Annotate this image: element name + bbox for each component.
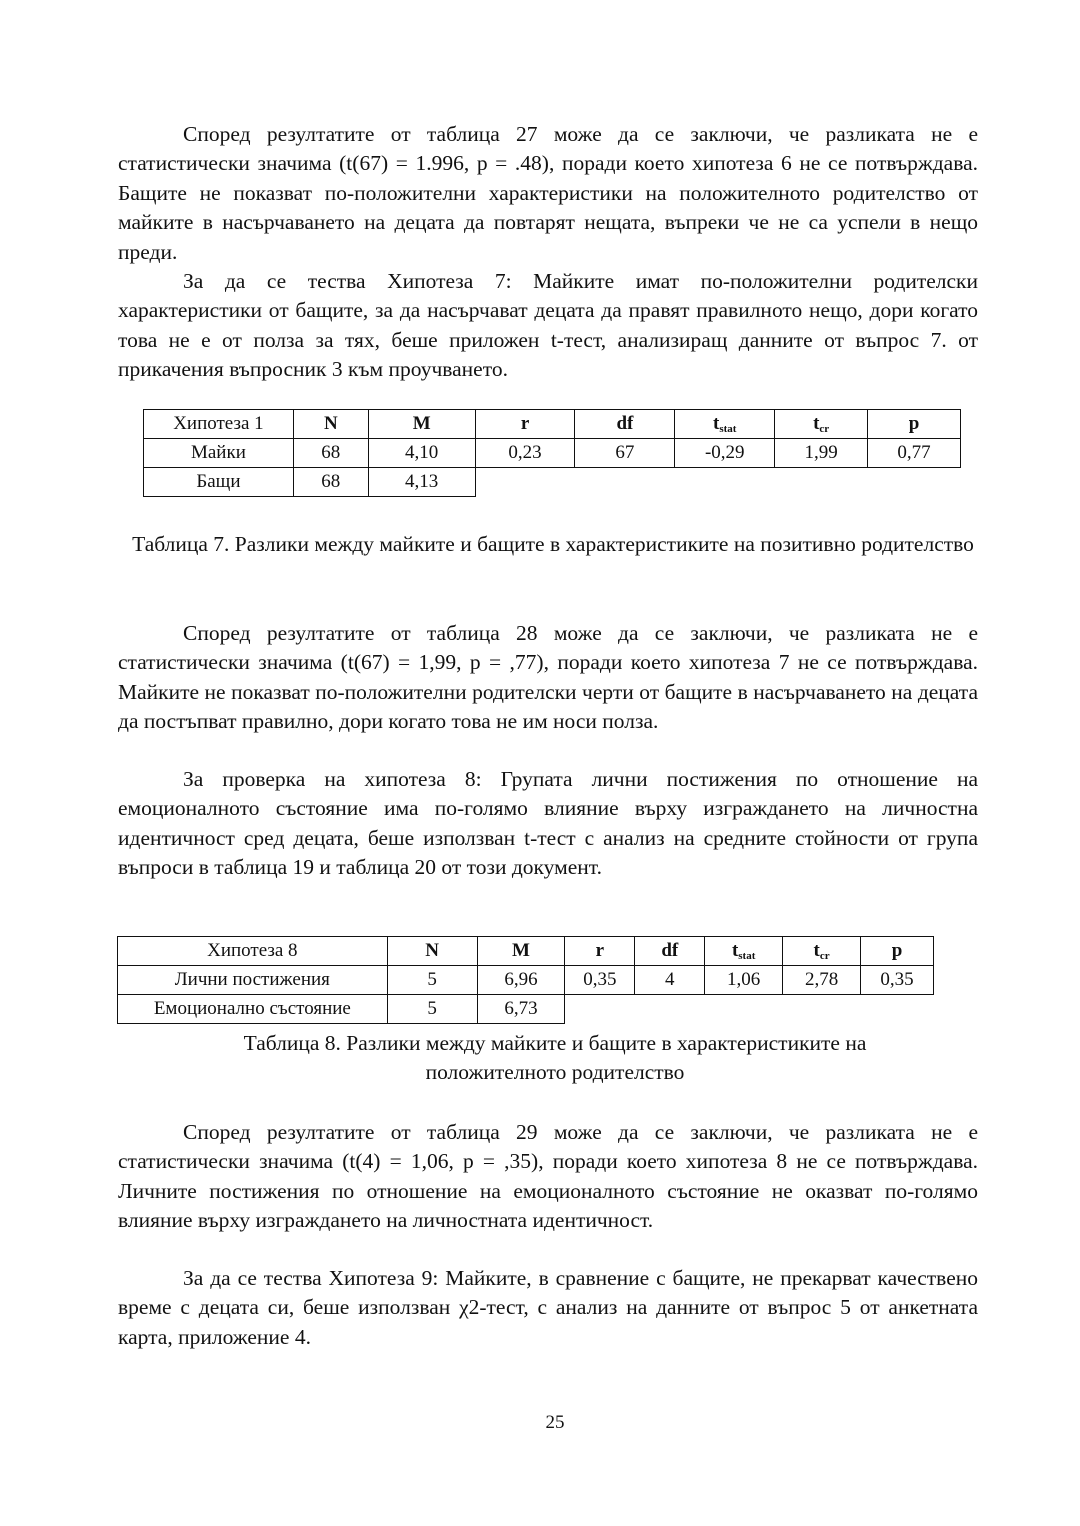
table-7-caption: Таблица 7. Разлики между майките и бащите в характеристиките на позитивно родителство bbox=[132, 532, 974, 556]
table-row bbox=[144, 468, 961, 497]
cell-df: 67 bbox=[575, 439, 675, 468]
header-p: p bbox=[861, 937, 934, 966]
header-r: r bbox=[565, 937, 635, 966]
table-8-caption: Таблица 8. Разлики между майките и бащите в характеристиките на положителното родителство bbox=[243, 1031, 867, 1085]
paragraph-6: За да се тества Хипотеза 9: Майките, в сравнение с бащите, не прекарват качествено време с децата си, беше използван χ2-тест, с анализ на данните от въпрос 5 от анкетната карта, приложение 4. bbox=[118, 1266, 978, 1349]
header-tstat: $t_{stat}$ bbox=[705, 937, 783, 966]
header-n: N bbox=[293, 410, 368, 439]
row-label: Майки bbox=[144, 439, 294, 468]
table-row bbox=[118, 966, 934, 995]
table-header-row bbox=[144, 410, 961, 439]
table-header-row bbox=[118, 937, 934, 966]
header-tcr: $t_{cr}$ bbox=[783, 937, 861, 966]
header-p: p bbox=[868, 410, 961, 439]
cell-p: 0,35 bbox=[861, 966, 934, 995]
cell-m: 4,13 bbox=[368, 468, 475, 497]
paragraph-2: За да се тества Хипотеза 7: Майките имат по-положителни родителски характеристики от бащите, за да насърчават децата да правят правилното нещо, дори когато това не е от полза за тях, беше приложен t-тест, анализиращ данните от въпрос 7. от прикачения въпросник 3 към проучването. bbox=[118, 269, 978, 382]
cell-df: 4 bbox=[635, 966, 705, 995]
cell-r: 0,23 bbox=[475, 439, 575, 468]
header-tstat: $t_{stat}$ bbox=[675, 410, 775, 439]
cell-p: 0,77 bbox=[868, 439, 961, 468]
cell-n: 68 bbox=[293, 439, 368, 468]
paragraph-4: За проверка на хипотеза 8: Групата лични постижения по отношение на емоционалното състояние има по-голямо влияние върху изграждането на личностна идентичност сред децата, беше използван t-тест с анализ на средните стойности от група въпроси в таблица 19 и таблица 20 от този документ. bbox=[118, 767, 978, 880]
header-hypothesis: Хипотеза 8 bbox=[118, 937, 388, 966]
paragraph-5: Според резултатите от таблица 29 може да се заключи, че разликата не е статистически значима (t(4) = 1,06, p = ,35), поради което хипотеза 8 не се потвърждава. Личните постижения по отношение на емоционалното състояние не оказват по-голямо влияние върху изграждането на личностната идентичност. bbox=[118, 1120, 978, 1233]
cell-n: 5 bbox=[387, 966, 477, 995]
header-m: M bbox=[368, 410, 475, 439]
header-r: r bbox=[475, 410, 575, 439]
table-7 bbox=[143, 409, 961, 497]
cell-r: 0,35 bbox=[565, 966, 635, 995]
table-8 bbox=[117, 936, 934, 1024]
cell-tcr: 2,78 bbox=[783, 966, 861, 995]
row-label: Бащи bbox=[144, 468, 294, 497]
cell-tstat: -0,29 bbox=[675, 439, 775, 468]
paragraph-3: Според резултатите от таблица 28 може да се заключи, че разликата не е статистически значима (t(67) = 1,99, p = ,77), поради което хипотеза 7 не се потвърждава. Майките не показват по-положителни родителски черти от бащите в насърчаването на децата да постъпват правилно, дори когато това не им носи полза. bbox=[118, 621, 978, 734]
header-m: M bbox=[477, 937, 565, 966]
cell-m: 4,10 bbox=[368, 439, 475, 468]
paragraph-1: Според резултатите от таблица 27 може да се заключи, че разликата не е статистически значима (t(67) = 1.996, p = .48), поради което хипотеза 6 не се потвърждава. Бащите не показват по-положителни характеристики на положителното родителство от майките в насърчаването на децата да повтарят нещата, въпреки че не са успели в нещо преди. bbox=[118, 122, 978, 264]
page-number: 25 bbox=[545, 1412, 565, 1433]
cell-m: 6,73 bbox=[477, 995, 565, 1024]
header-tcr: $t_{cr}$ bbox=[775, 410, 868, 439]
cell-tcr: 1,99 bbox=[775, 439, 868, 468]
row-label: Емоционално състояние bbox=[118, 995, 388, 1024]
table-row bbox=[118, 995, 934, 1024]
header-df: df bbox=[635, 937, 705, 966]
header-n: N bbox=[387, 937, 477, 966]
header-df: df bbox=[575, 410, 675, 439]
row-label: Лични постижения bbox=[118, 966, 388, 995]
table-row bbox=[144, 439, 961, 468]
cell-m: 6,96 bbox=[477, 966, 565, 995]
cell-n: 5 bbox=[387, 995, 477, 1024]
header-hypothesis: Хипотеза 1 bbox=[144, 410, 294, 439]
cell-n: 68 bbox=[293, 468, 368, 497]
cell-tstat: 1,06 bbox=[705, 966, 783, 995]
